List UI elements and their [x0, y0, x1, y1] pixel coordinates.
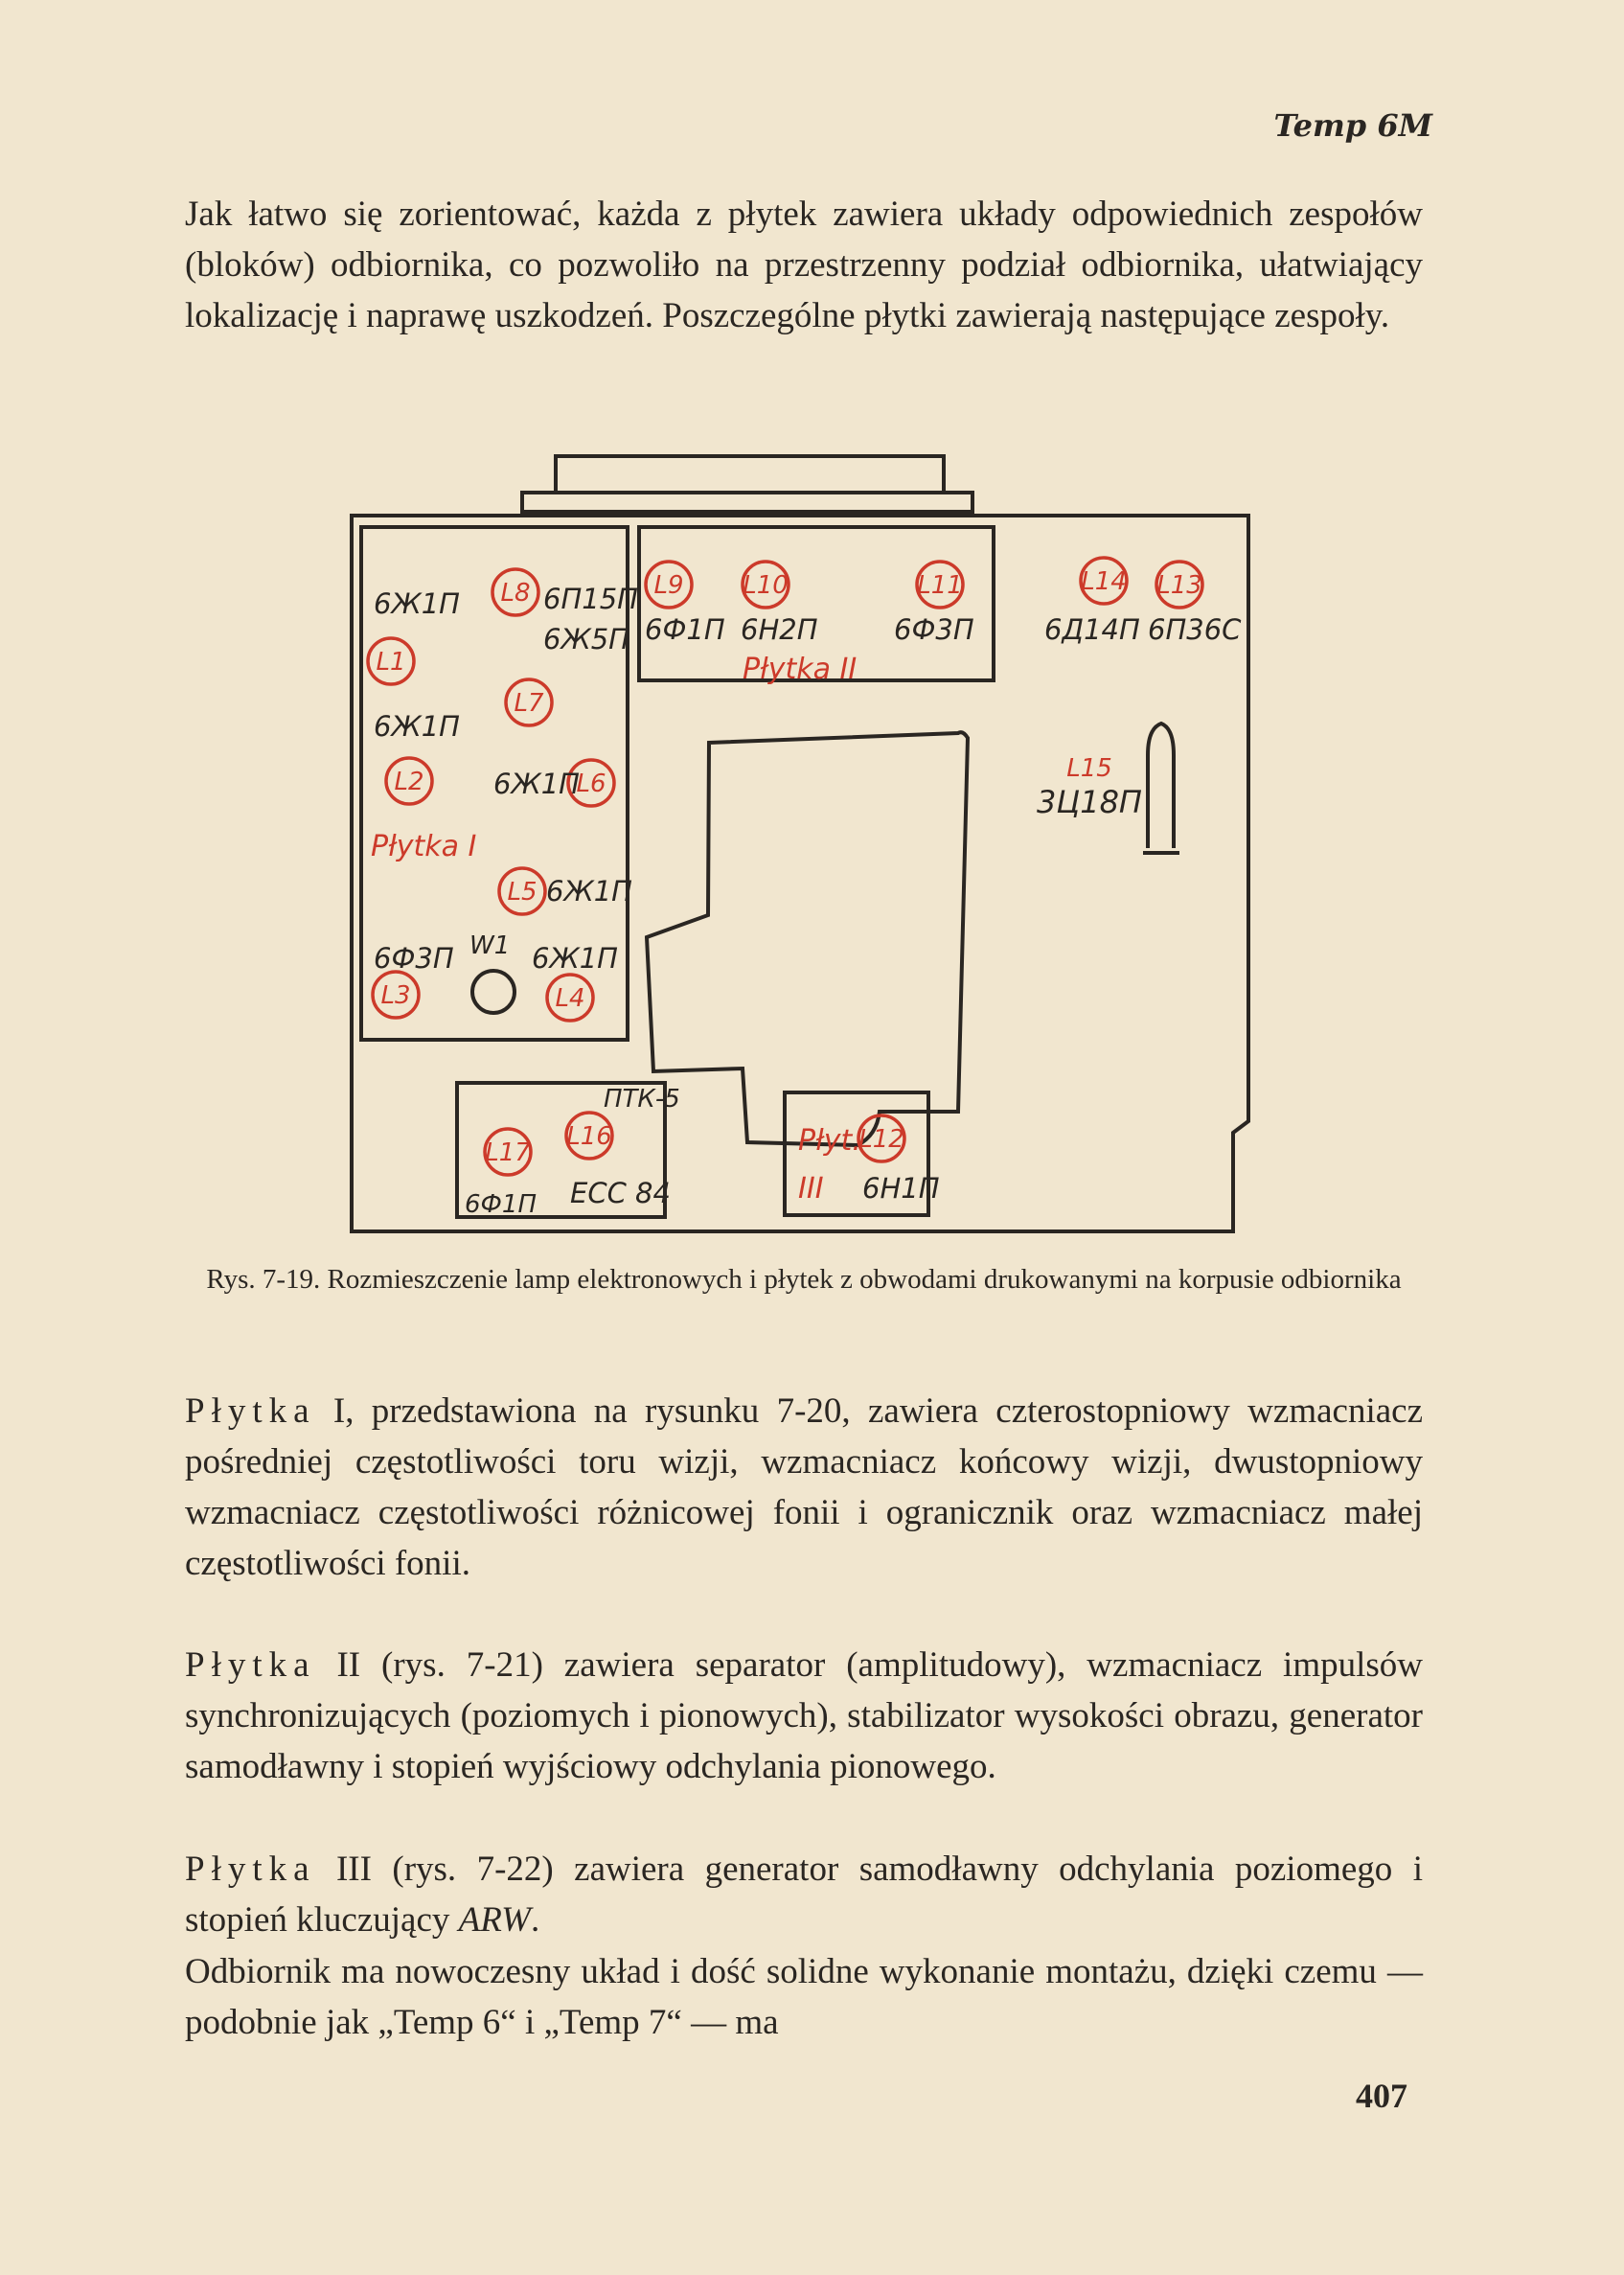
lamp-l3: L3 — [380, 981, 411, 1010]
figure-caption: Rys. 7-19. Rozmieszczenie lamp elektronowych i płytek z obwodami drukowanymi na korpusie odbiornika — [206, 1264, 1402, 1295]
paragraph-end: . — [531, 1900, 540, 1940]
lamp-l1: L1 — [376, 648, 406, 677]
lead-word: Płytka — [185, 1391, 316, 1431]
top-tab-inner — [522, 493, 972, 512]
tube-6zh1p-e: 6Ж1П — [532, 942, 618, 975]
tube-ptk5: ПТК-5 — [604, 1085, 680, 1114]
page-number: 407 — [1356, 2077, 1407, 2115]
tube-6f3p-a: 6Ф3П — [374, 942, 454, 975]
lamp-l17: L17 — [485, 1138, 531, 1167]
paragraph-intro: Jak łatwo się zorientować, każda z płytek zawiera układy odpowiednich zespołów (bloków) odbiornika, co pozwoliło na przestrzenny podział odbiornika, ułatwiający lokalizację i naprawę uszkodzeń. Poszczególne płytki zawierają następujące zespoły. — [185, 195, 1423, 335]
lamp-l8: L8 — [500, 579, 531, 608]
tube-6n2p: 6Н2П — [741, 613, 818, 646]
tube-6p15p: 6П15П — [543, 583, 638, 615]
lamp-l11: L11 — [917, 571, 963, 600]
paragraph-plytka-3 — [185, 1844, 1423, 1945]
lamp-l5: L5 — [507, 878, 538, 907]
chassis-figure — [340, 450, 1250, 1236]
tube-6zh1p-d: 6Ж1П — [546, 875, 632, 908]
tube-6zh1p-a: 6Ж1П — [374, 587, 460, 620]
tube-6d14p: 6Д14П — [1044, 613, 1140, 646]
paragraph-plytka-1 — [185, 1386, 1423, 1589]
tube-ecc84: ECC 84 — [570, 1177, 671, 1209]
tube-6p36s: 6П36С — [1148, 613, 1242, 646]
abbreviation: ARW — [458, 1900, 531, 1940]
running-head: Temp 6M — [1273, 107, 1432, 144]
board-3-label-a: Płyt. — [798, 1124, 861, 1158]
lead-word: Płytka — [185, 1850, 316, 1889]
lamp-l16: L16 — [566, 1122, 612, 1151]
w1-hole — [472, 971, 515, 1013]
lamp-l13: L13 — [1156, 571, 1202, 600]
lamp-l6: L6 — [576, 770, 606, 798]
board-2-label: Płytka II — [743, 653, 858, 686]
lamp-l9: L9 — [653, 571, 684, 600]
lamp-l14: L14 — [1081, 567, 1127, 596]
lamp-l12: L12 — [858, 1125, 904, 1154]
paragraph-text: I, przedstawiona na rysunku 7-20, zawiera czterostopniowy wzmacniacz pośredniej częstotliwości toru wizji, wzmacniacz końcowy wizji, dwustopniowy wzmacniacz częstotliwości różnicowej fonii i ogranicznik oraz wzmacniacz małej częstotliwości fonii. — [185, 1391, 1423, 1583]
rectifier-tube-body — [1148, 724, 1174, 848]
tube-6zh1p-c: 6Ж1П — [493, 768, 580, 800]
tube-6n1p: 6Н1П — [862, 1172, 940, 1205]
tube-6zh5p: 6Ж5П — [543, 623, 629, 655]
board-1-label: Płytka I — [371, 830, 477, 863]
lamp-l10: L10 — [743, 571, 789, 600]
tube-6f1p-a: 6Ф1П — [645, 613, 725, 646]
top-tab-outer — [556, 456, 944, 493]
lamp-l7: L7 — [514, 689, 544, 718]
chassis-opening — [647, 732, 968, 1145]
lead-word: Płytka — [185, 1645, 316, 1685]
paragraph-text: II (rys. 7-21) zawiera separator (amplitudowy), wzmacniacz impulsów synchronizujących (poziomych i pionowych), stabilizator wysokości obrazu, generator samodławny i stopień wyjściowy odchylania pionowego. — [185, 1645, 1423, 1786]
paragraph-plytka-2 — [185, 1640, 1423, 1792]
tube-6zh1p-b: 6Ж1П — [374, 710, 460, 743]
tube-3ts18p: 3Ц18П — [1037, 784, 1142, 820]
tube-6f1p-b: 6Ф1П — [465, 1190, 538, 1219]
lamp-l2: L2 — [394, 768, 424, 796]
board-3-label-b: III — [798, 1172, 824, 1206]
lamp-l15: L15 — [1066, 754, 1112, 783]
paragraph-closing: Odbiornik ma nowoczesny układ i dość solidne wykonanie montażu, dzięki czemu — podobnie jak „Temp 6“ i „Temp 7“ — ma — [185, 1952, 1423, 2042]
w1-label: W1 — [469, 931, 511, 960]
paragraph-text: III (rys. 7-22) zawiera generator samodławny odchylania poziomego i stopień kluczujący — [185, 1850, 1423, 1940]
tube-6f3p-b: 6Ф3П — [894, 613, 974, 646]
lamp-l4: L4 — [555, 984, 585, 1013]
